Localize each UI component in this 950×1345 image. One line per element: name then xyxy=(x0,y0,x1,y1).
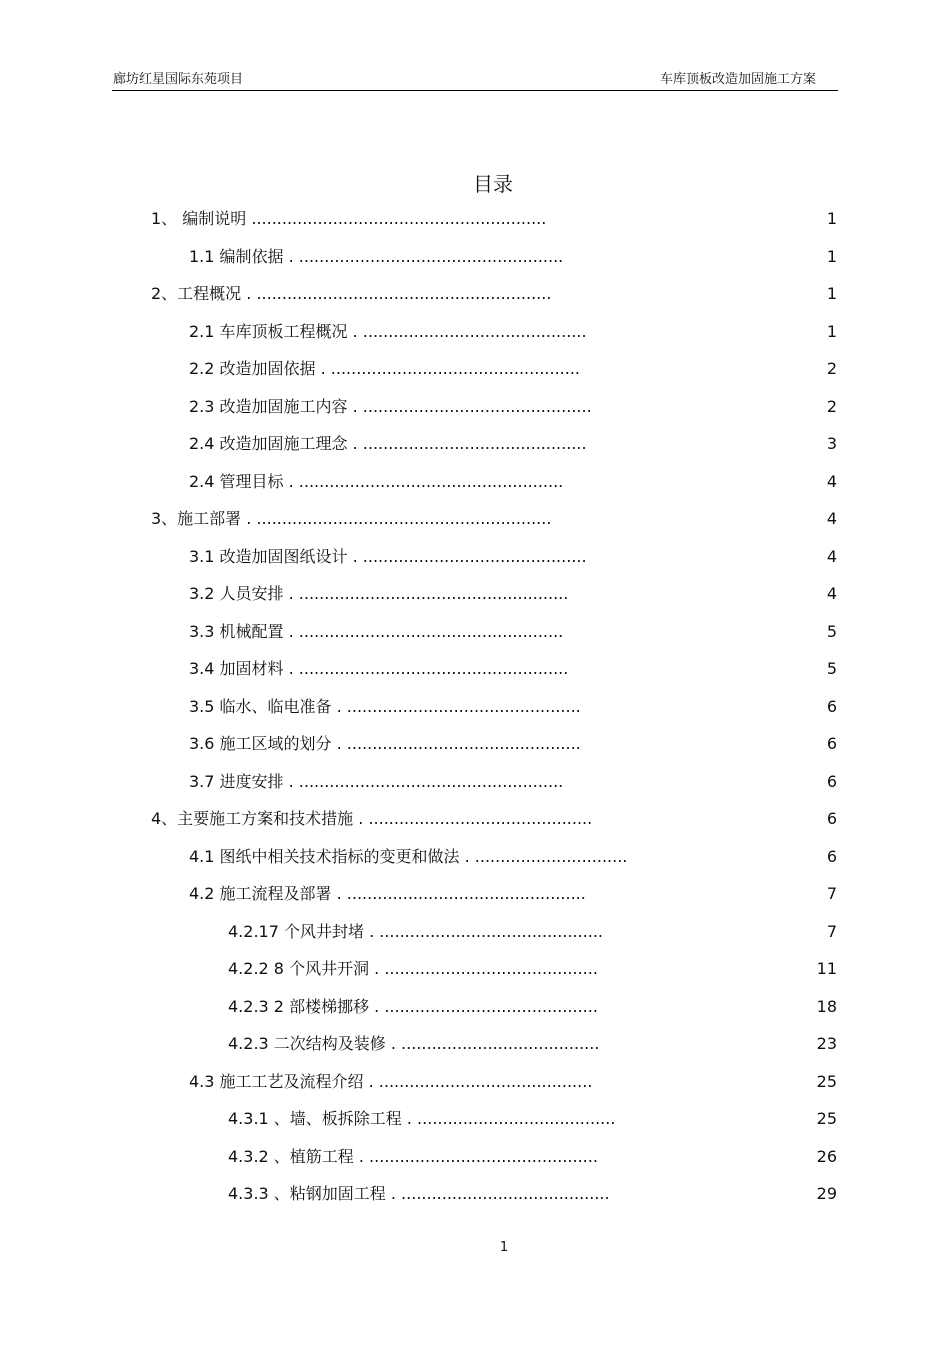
toc-entry-label: 3.6 施工区域的划分 . .............................................. xyxy=(189,734,581,753)
toc-entry-label: 4.3.3 、粘钢加固工程 . ......................................... xyxy=(228,1184,610,1203)
toc-entry-label: 3.5 临水、临电准备 . .............................................. xyxy=(189,697,581,716)
toc-entry-page: 25 xyxy=(816,1109,837,1128)
toc-entry-page: 1 xyxy=(826,322,837,341)
toc-entry-label: 1、 编制说明 .......................................................... xyxy=(151,209,547,228)
toc-entry-page: 25 xyxy=(816,1072,837,1091)
toc-entry[interactable] xyxy=(0,995,950,1019)
toc-entry-label: 3、施工部署 . .......................................................... xyxy=(151,509,552,528)
toc-entry[interactable] xyxy=(0,282,950,306)
toc-entry-label: 4.3.1 、墙、板拆除工程 . ....................................... xyxy=(228,1109,616,1128)
toc-entry-page: 6 xyxy=(826,809,837,828)
toc-entry[interactable] xyxy=(0,545,950,569)
toc-entry-page: 4 xyxy=(826,472,837,491)
toc-entry-label: 1.1 编制依据 . .................................................... xyxy=(189,247,564,266)
toc-entry[interactable] xyxy=(0,657,950,681)
toc-entry-label: 4.1 图纸中相关技术指标的变更和做法 . .............................. xyxy=(189,847,628,866)
toc-entry-page: 2 xyxy=(826,359,837,378)
toc-entry-label: 4.2.3 2 部楼梯挪移 . .......................................... xyxy=(228,997,598,1016)
toc-entry-page: 1 xyxy=(826,284,837,303)
toc-entry-label: 4、主要施工方案和技术措施 . ............................................ xyxy=(151,809,593,828)
toc-entry-page: 29 xyxy=(816,1184,837,1203)
toc-entry-label: 3.1 改造加固图纸设计 . ............................................ xyxy=(189,547,587,566)
toc-entry-page: 11 xyxy=(816,959,837,978)
toc-entry-label: 4.3 施工工艺及流程介绍 . .......................................... xyxy=(189,1072,593,1091)
toc-entry-page: 1 xyxy=(826,209,837,228)
toc-entry-page: 6 xyxy=(826,697,837,716)
toc-entry-label: 4.2 施工流程及部署 . ............................................... xyxy=(189,884,586,903)
toc-entry[interactable] xyxy=(0,245,950,269)
toc-entry-page: 5 xyxy=(826,622,837,641)
toc-entry-label: 3.4 加固材料 . ..................................................... xyxy=(189,659,569,678)
toc-title: 目录 xyxy=(473,172,513,196)
toc-entry-page: 18 xyxy=(816,997,837,1016)
toc-entry[interactable] xyxy=(0,395,950,419)
toc-entry[interactable] xyxy=(0,507,950,531)
toc-entry-label: 4.2.2 8 个风井开洞 . .......................................... xyxy=(228,959,598,978)
toc-entry-page: 1 xyxy=(826,247,837,266)
toc-entry[interactable] xyxy=(0,920,950,944)
toc-entry-label: 2、工程概况 . .......................................................... xyxy=(151,284,552,303)
toc-entry[interactable] xyxy=(0,1182,950,1206)
toc-entry-page: 7 xyxy=(826,922,837,941)
toc-entry[interactable] xyxy=(0,320,950,344)
toc-entry[interactable] xyxy=(0,732,950,756)
toc-entry-label: 3.7 进度安排 . .................................................... xyxy=(189,772,564,791)
toc-entry[interactable] xyxy=(0,770,950,794)
header-document-title: 车库顶板改造加固施工方案 xyxy=(659,72,816,87)
toc-entry[interactable] xyxy=(0,432,950,456)
toc-entry-page: 23 xyxy=(816,1034,837,1053)
toc-entry[interactable] xyxy=(0,470,950,494)
toc-entry-label: 2.1 车库顶板工程概况 . ............................................ xyxy=(189,322,587,341)
toc-entry[interactable] xyxy=(0,1032,950,1056)
toc-entry-label: 4.2.3 二次结构及装修 . ....................................... xyxy=(228,1034,600,1053)
toc-entry-page: 6 xyxy=(826,772,837,791)
toc-entry-label: 2.2 改造加固依据 . ................................................. xyxy=(189,359,581,378)
toc-entry-label: 2.4 改造加固施工理念 . ............................................ xyxy=(189,434,587,453)
toc-entry-page: 3 xyxy=(826,434,837,453)
toc-entry-page: 2 xyxy=(826,397,837,416)
toc-entry-page: 4 xyxy=(826,584,837,603)
header-project-name: 廊坊红星国际东苑项目 xyxy=(113,72,244,87)
toc-entry-page: 4 xyxy=(826,509,837,528)
toc-entry[interactable] xyxy=(0,695,950,719)
toc-entry[interactable] xyxy=(0,957,950,981)
toc-entry-page: 7 xyxy=(826,884,837,903)
toc-entry-label: 3.2 人员安排 . ..................................................... xyxy=(189,584,569,603)
toc-entry-page: 6 xyxy=(826,734,837,753)
toc-entry-page: 5 xyxy=(826,659,837,678)
toc-entry[interactable] xyxy=(0,357,950,381)
toc-entry[interactable] xyxy=(0,882,950,906)
toc-entry[interactable] xyxy=(0,1107,950,1131)
toc-entry-page: 6 xyxy=(826,847,837,866)
toc-entry[interactable] xyxy=(0,845,950,869)
toc-entry[interactable] xyxy=(0,1145,950,1169)
toc-entry[interactable] xyxy=(0,1070,950,1094)
toc-entry-page: 4 xyxy=(826,547,837,566)
toc-entry-page: 26 xyxy=(816,1147,837,1166)
toc-entry[interactable] xyxy=(0,582,950,606)
toc-entry-label: 4.3.2 、植筋工程 . ............................................. xyxy=(228,1147,598,1166)
toc-entry-label: 4.2.17 个风井封堵 . ............................................ xyxy=(228,922,604,941)
toc-entry[interactable] xyxy=(0,620,950,644)
toc-entry[interactable] xyxy=(0,207,950,231)
toc-entry[interactable] xyxy=(0,807,950,831)
page-number: 1 xyxy=(499,1240,509,1255)
toc-entry-label: 2.3 改造加固施工内容 . ............................................. xyxy=(189,397,592,416)
toc-entry-label: 3.3 机械配置 . .................................................... xyxy=(189,622,564,641)
toc-entry-label: 2.4 管理目标 . .................................................... xyxy=(189,472,564,491)
